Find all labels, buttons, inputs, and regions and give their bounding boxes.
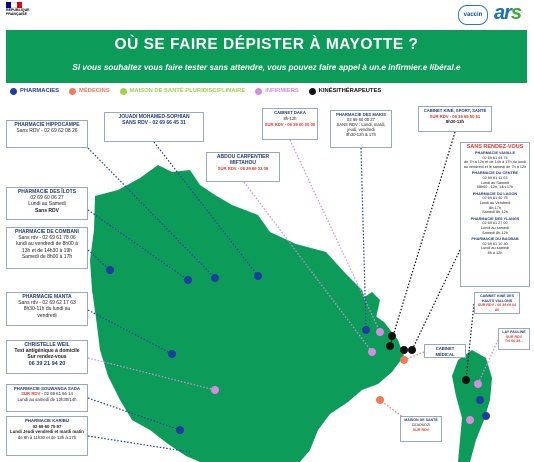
sans-rdv-item-title: PHARMACIE DES YLANGS (470, 216, 520, 221)
sans-rdv-item-line: 02 69 61 40 75 (482, 196, 508, 201)
sans-rdv-item (462, 192, 528, 215)
sans-rdv-item-line: Lundi au samedi (481, 246, 509, 251)
manta-line1: Sans rdv - 02 69 62 17 63 (18, 300, 76, 307)
box-lay-pauline (498, 328, 530, 350)
sans-rdv-item-line: de 7h à 12h et de 14h à 17h du lundi au vendredi et le samedi de 7h à 12h (463, 160, 527, 169)
kine2-title: CABINET KINÉ DES HAUTS VALLONS (480, 294, 514, 303)
combani-line1: Sans rdv - 02 69 61 78 06 (18, 235, 76, 242)
daka-rdv: SUR RDV (264, 122, 284, 128)
ilots-line3: Sans RDV (35, 207, 59, 214)
sans-rdv-item-line: 02 69 61 27 00 (482, 221, 508, 226)
medical-title: CABINET MÉDICAL (435, 346, 455, 358)
map-pin[interactable] (254, 272, 262, 280)
map-pin[interactable] (176, 426, 184, 434)
legend-item (255, 88, 299, 95)
kine-hours: 8h30-13h (445, 119, 465, 124)
combani-line2: lundi au vendredi de 8h00 à (16, 241, 78, 248)
sans-rdv-item (462, 171, 528, 189)
legend-item (69, 88, 110, 95)
legend-label: KINÉSITHÉRAPEUTES (318, 88, 382, 94)
legend (10, 84, 525, 98)
box-kine-sport-sante (418, 106, 492, 132)
souwanga-rdv: SUR RDV (21, 391, 41, 397)
box-pharmacie-souwanga (6, 384, 88, 412)
page-subtitle: Si vous souhaitez vous faire tester sans attendre, vous pouvez faire appel à un.e infirmier.e libéral.e (72, 63, 461, 72)
connector-line (390, 132, 455, 346)
rf-line1: RÉPUBLIQUE (6, 8, 30, 12)
connector-line (412, 250, 460, 350)
abdou-title: ABDOU CARPENTIER MIFTAHOU (216, 154, 270, 167)
sans-rdv-item (462, 151, 528, 169)
kine2-rdv: SUR RDV (477, 303, 494, 307)
map-pin[interactable] (386, 342, 394, 350)
makis-line1: 02 69 60 00 27 (347, 117, 375, 122)
msante-rdv: SUR RDV (412, 427, 430, 432)
map-pin[interactable] (376, 328, 384, 336)
main-island-shape (90, 165, 404, 462)
sans-rdv-item-line: 02 69 61 11 03 (482, 175, 508, 180)
map-pin[interactable] (376, 396, 384, 404)
karibu-line2: Lundi Jeudi vendredi et mardi matin (10, 429, 84, 435)
box-pharmacie-hippocampe (6, 120, 88, 148)
ilots-title: PHARMACIE DES ÎLOTS (17, 189, 77, 195)
weil-title: CHRISTELLE WEIL (24, 342, 70, 348)
daka-line1: 8h-12h (283, 116, 297, 122)
sans-rdv-item (462, 237, 528, 255)
karibu-line1: 02 69 60 75 97 (32, 423, 62, 429)
map-pin[interactable] (184, 276, 192, 284)
rf-line2: FRANÇAISE (6, 12, 27, 16)
daka-phone: - 06 39 00 00 00 (284, 122, 316, 128)
map-pin[interactable] (106, 266, 114, 274)
legend-item (10, 88, 59, 95)
legend-item (309, 88, 382, 95)
legend-label: MÉDECINS (78, 88, 110, 94)
map-pin[interactable] (211, 386, 219, 394)
box-pharmacie-combani (6, 227, 88, 269)
map-pin[interactable] (211, 274, 219, 282)
sans-rdv-item-title: PHARMACIE DU CENTRE (471, 171, 519, 176)
weil-line2: Sur rendez-vous (27, 354, 67, 361)
daka-title: CABINET DAKA (274, 110, 306, 115)
weil-line1: Test antigénique à domicile (14, 348, 80, 355)
sans-rdv-item-title: PHARMACIE DU BAOBAB (471, 237, 519, 242)
manta-line3: vendredi (37, 312, 57, 319)
legend-dot-icon (255, 88, 262, 95)
sans-rdv-item-line: Lundi au Vendredi (479, 200, 511, 205)
legend-dot-icon (309, 88, 316, 95)
sans-rdv-item-line: 8h-17h (489, 205, 501, 210)
lay-title: LAY PAULINE (502, 330, 526, 334)
abdou-phone: - 06 39 69 23 09 (237, 166, 269, 172)
legend-label: PHARMACIES (20, 88, 59, 94)
ilots-line1: 02 69 60 06 27 (30, 195, 64, 202)
box-sans-rendez-vous (460, 142, 530, 287)
sans-rdv-item-line: Samedi 8h-12h (482, 210, 508, 215)
sans-rdv-item-line: Lundi au Samedi (480, 180, 510, 185)
sans-rdv-heading: SANS RENDEZ-VOUS (466, 144, 524, 150)
manta-line2: 8h30-11h du lundi au (23, 306, 71, 313)
map-pin[interactable] (408, 346, 416, 354)
box-christelle-weil (6, 340, 88, 374)
sans-rdv-item-line: Samedi 8h-12h (482, 230, 508, 235)
box-pharmacie-manta (6, 292, 88, 326)
box-pharmacie-makis (330, 110, 392, 148)
box-abdou-carpentier (206, 152, 280, 182)
box-pharmacie-karibu (6, 416, 88, 456)
sans-rdv-item-line: 08h00 - 12h, 14h-17h (476, 185, 514, 190)
map-pin[interactable] (362, 326, 370, 334)
legend-item (120, 88, 246, 95)
vaccin-logo: vaccin (458, 5, 488, 25)
ilots-line2: Lundi au Samedi (28, 201, 66, 208)
sans-rdv-item (462, 217, 528, 235)
box-jouadi (104, 112, 204, 142)
lay-rdv: SUR RDV (505, 334, 523, 339)
map-pin[interactable] (388, 332, 396, 340)
legend-dot-icon (69, 88, 76, 95)
souwanga-title: PHARMACIE SOUWANGA SADA (13, 386, 81, 391)
map-pin[interactable] (400, 356, 408, 364)
map-pin[interactable] (168, 350, 176, 358)
page-title: OÙ SE FAIRE DÉPISTER À MAYOTTE ? (114, 36, 419, 53)
msante-title: MAISON DE SANTÉ (404, 418, 438, 422)
karibu-line3: de 8h à 11h30 et de 13h à 17h (17, 434, 77, 440)
sans-rdv-item-title: PHARMACIE VANILLE (474, 151, 515, 155)
jouadi-line1: SANS RDV - 02 69 66 45 31 (122, 120, 186, 127)
box-cabinet-medical (424, 344, 466, 358)
combani-title: PHARMACIE DE COMBANI (15, 229, 79, 235)
combani-line3: 13h et de 14h30 à 19h (21, 247, 73, 254)
map-pin[interactable] (368, 348, 376, 356)
lay-phone: Tél 06 39... (504, 339, 524, 343)
box-kine-hauts-vallons (474, 292, 520, 314)
manta-title: PHARMACIE MANTA (22, 294, 72, 300)
box-pharmacie-des-ilots (6, 187, 88, 220)
sans-rdv-item-line: Lundi au samedi (481, 225, 509, 230)
map-pin[interactable] (400, 346, 408, 354)
legend-label: MAISON DE SANTÉ PLURIDISCIPLINAIRE (129, 88, 246, 94)
sans-rdv-list (462, 151, 528, 255)
souwanga-phone: - 02 69 61 66 14 (41, 391, 73, 397)
box-cabinet-daka (262, 108, 318, 140)
box-maison-de-sante (400, 416, 442, 442)
kine-title: CABINET KINÉ, SPORT, SANTÉ (423, 108, 487, 113)
souwanga-hours: Lundi au samedi de 12h30/14h (17, 396, 77, 402)
hippocampe-title: PHARMACIE HIPPOCAMPE (14, 122, 80, 128)
kine-phone: - 06 39 69 50 51 (449, 113, 481, 119)
makis-line2: SANS RDV : Lundi, mardi, jeudi, vendredi (336, 122, 386, 132)
combani-line4: Samedi de 8h00 à 17h (21, 253, 73, 260)
ars-logo: ars (494, 2, 522, 24)
sans-rdv-item-line: 02 69 61 10 40 (482, 241, 508, 246)
sans-rdv-item-title: PHARMACIE DU LAGON (472, 191, 518, 196)
msante-line1: DZAOUDZI (411, 422, 431, 427)
weil-phone: 06 39 21 94 20 (28, 360, 66, 367)
sans-rdv-item-line: 02 69 61 04 74 (482, 155, 508, 160)
map-pin[interactable] (476, 396, 484, 404)
hippocampe-line1: Sans RDV - 02 69 62 08 26 (16, 128, 78, 135)
kine2-phone: - 06 39 69 04 80 (495, 303, 517, 312)
map-pin[interactable] (482, 412, 490, 420)
legend-label: INFIRMIERS (265, 88, 299, 94)
karibu-title: PHARMACIE KARIBU (25, 418, 69, 423)
jouadi-title: JOUADI MOHAMED-SOPHIAN (118, 114, 190, 120)
kine-rdv: SUR RDV (429, 113, 449, 119)
map-pin[interactable] (462, 376, 470, 384)
makis-title: PHARMACIE DES MAKIS (336, 112, 386, 117)
abdou-rdv: SUR RDV (217, 166, 237, 172)
petite-terre-shape (452, 350, 492, 462)
map-pin[interactable] (466, 416, 474, 424)
map-pin[interactable] (474, 380, 482, 388)
legend-dot-icon (10, 88, 17, 95)
makis-line3: 8h30-12h & 17h (346, 132, 376, 137)
sans-rdv-item-line: 8h à 12h (487, 250, 503, 255)
legend-dot-icon (120, 88, 127, 95)
